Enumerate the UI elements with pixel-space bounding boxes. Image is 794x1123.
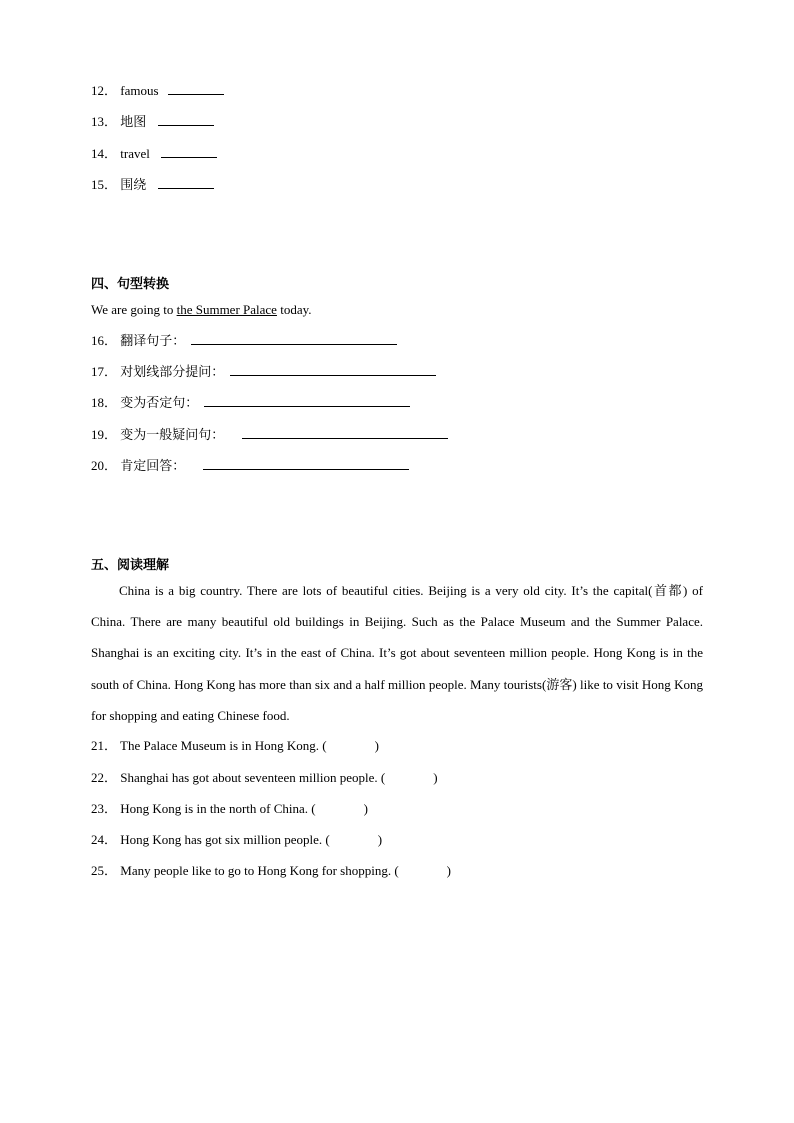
item-number: 12．: [91, 83, 118, 98]
source-sentence: [91, 301, 312, 319]
vocab-word: travel: [120, 146, 150, 161]
sentence-before: We are going to: [91, 302, 177, 317]
vocab-word: 围绕: [120, 177, 147, 192]
question-23: [91, 800, 368, 818]
answer-blank[interactable]: [168, 82, 224, 95]
section-heading-4: 四、句型转换: [91, 276, 170, 291]
item-label: 变为一般疑问句：: [120, 427, 225, 442]
item-number: 20．: [91, 458, 118, 473]
item-number: 16．: [91, 333, 118, 348]
question-text: Hong Kong has got six million people. (: [120, 832, 330, 847]
vocab-item-14: [91, 145, 217, 163]
question-text: Many people like to go to Hong Kong for shopping. (: [120, 863, 399, 878]
item-number: 13．: [91, 114, 118, 129]
transform-item-16: [91, 332, 397, 350]
answer-blank[interactable]: [204, 394, 410, 407]
close-paren: ): [377, 832, 383, 847]
question-text: The Palace Museum is in Hong Kong. (: [120, 738, 327, 753]
underlined-phrase: the Summer Palace: [176, 302, 277, 317]
question-21: [91, 737, 379, 755]
item-number: 25．: [91, 863, 118, 878]
close-paren: ): [363, 801, 368, 816]
transform-item-18: [91, 394, 410, 412]
answer-blank[interactable]: [242, 426, 448, 439]
question-25: [91, 862, 451, 880]
item-label: 变为否定句：: [120, 395, 199, 410]
vocab-word: famous: [120, 83, 159, 98]
item-number: 24．: [91, 832, 118, 847]
close-paren: ): [433, 770, 438, 785]
item-number: 14．: [91, 146, 118, 161]
item-number: 23．: [91, 801, 118, 816]
item-label: 翻译句子：: [120, 333, 186, 348]
transform-item-17: [91, 363, 436, 381]
item-number: 22．: [91, 770, 118, 785]
question-24: [91, 831, 382, 849]
close-paren: ): [374, 738, 379, 753]
answer-blank[interactable]: [230, 363, 436, 376]
close-paren: ): [446, 863, 451, 878]
vocab-item-12: [91, 82, 224, 100]
item-label: 对划线部分提问：: [120, 364, 225, 379]
reading-passage: China is a big country. There are lots of beautiful cities. Beijing is a very old city. It’s the capital(首都) of China. There are many beautiful old buildings in Beijing. Such as the Palace Museum and the Summer Palace. Shanghai is an exciting city. It’s in the east of China. It’s got about seventeen million people. Hong Kong is in the south of China. Hong Kong has more than six and a half million people. Many tourists(游客) like to visit Hong Kong for shopping and eating Chinese food.: [91, 583, 703, 723]
answer-blank[interactable]: [161, 145, 217, 158]
item-number: 17．: [91, 364, 118, 379]
item-number: 18．: [91, 395, 118, 410]
answer-blank[interactable]: [158, 176, 214, 189]
transform-item-19: [91, 426, 448, 444]
question-text: Hong Kong is in the north of China. (: [120, 801, 316, 816]
section-heading-5: 五、阅读理解: [91, 557, 170, 572]
answer-blank[interactable]: [191, 332, 397, 345]
item-number: 15．: [91, 177, 118, 192]
transform-item-20: [91, 457, 409, 475]
sentence-after: today.: [276, 302, 312, 317]
answer-blank[interactable]: [203, 457, 409, 470]
item-label: 肯定回答：: [120, 458, 186, 473]
question-text: Shanghai has got about seventeen million people. (: [120, 770, 386, 785]
vocab-item-13: [91, 113, 214, 131]
answer-blank[interactable]: [158, 113, 214, 126]
item-number: 21．: [91, 738, 118, 753]
question-22: [91, 769, 438, 787]
item-number: 19．: [91, 427, 118, 442]
vocab-word: 地图: [120, 114, 147, 129]
vocab-item-15: [91, 176, 214, 194]
